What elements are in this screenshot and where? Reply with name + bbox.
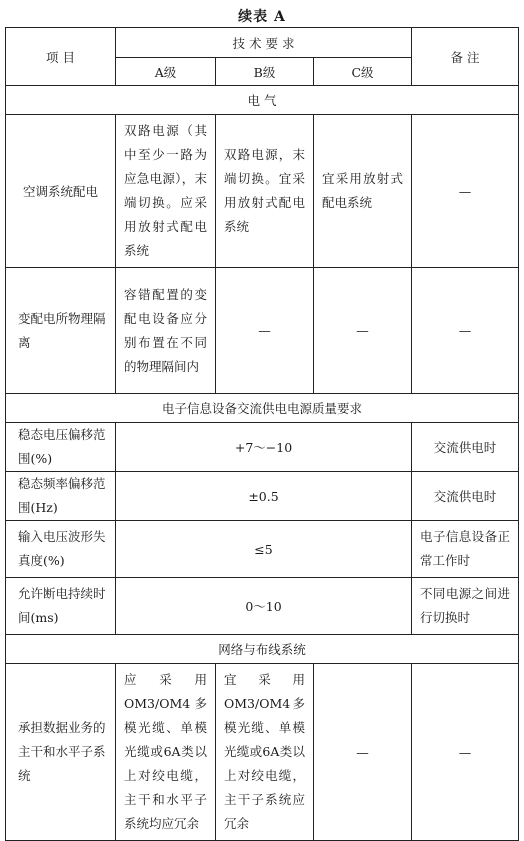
header-tech: 技 术 要 求	[116, 28, 412, 58]
row-grade-c: —	[314, 268, 412, 394]
section-power-quality: 电子信息设备交流供电电源质量要求	[6, 394, 519, 423]
row-value: +7～−10	[116, 423, 412, 472]
row-item: 变配电所物理隔离	[6, 268, 116, 394]
table-row	[6, 472, 519, 521]
row-remark: 电子信息设备正常工作时	[412, 521, 519, 578]
table-row	[6, 423, 519, 472]
row-grade-c: 宜采用放射式配电系统	[314, 115, 412, 268]
row-remark: 不同电源之间进行切换时	[412, 578, 519, 635]
header-grade-a: A级	[116, 58, 216, 86]
row-grade-a: 容错配置的变配电设备应分别布置在不同的物理隔间内	[116, 268, 216, 394]
row-grade-c: —	[314, 664, 412, 841]
row-item: 稳态频率偏移范围(Hz)	[6, 472, 116, 521]
row-grade-a: 双路电源（其中至少一路为应急电源），末端切换。应采用放射式配电系统	[116, 115, 216, 268]
row-item: 稳态电压偏移范围(%)	[6, 423, 116, 472]
header-grade-b: B级	[216, 58, 314, 86]
row-remark: 交流供电时	[412, 472, 519, 521]
row-item: 允许断电持续时间(ms)	[6, 578, 116, 635]
section-row	[6, 635, 519, 664]
row-remark: —	[412, 664, 519, 841]
row-value: ≤5	[116, 521, 412, 578]
row-grade-b: 双路电源，末端切换。宜采用放射式配电系统	[216, 115, 314, 268]
section-row	[6, 394, 519, 423]
table-row	[6, 268, 519, 394]
table-row	[6, 115, 519, 268]
table-row	[6, 664, 519, 841]
requirements-table	[5, 27, 519, 841]
section-network: 网络与布线系统	[6, 635, 519, 664]
row-remark: —	[412, 115, 519, 268]
row-value: ±0.5	[116, 472, 412, 521]
table-row	[6, 578, 519, 635]
row-item: 输入电压波形失真度(%)	[6, 521, 116, 578]
row-grade-b: 宜采用OM3/OM4多模光缆、单模光缆或6A类以上对绞电缆，主干子系统应冗余	[216, 664, 314, 841]
table-row	[6, 521, 519, 578]
row-item: 空调系统配电	[6, 115, 116, 268]
header-item: 项 目	[6, 28, 116, 86]
table-title: 续表 A	[238, 9, 286, 25]
header-grade-c: C级	[314, 58, 412, 86]
header-row	[6, 28, 519, 58]
row-grade-a: 应采用OM3/OM4多模光缆、单模光缆或6A类以上对绞电缆，主干和水平子系统均应冗余	[116, 664, 216, 841]
section-row	[6, 86, 519, 115]
row-grade-b: —	[216, 268, 314, 394]
section-electrical: 电 气	[6, 86, 519, 115]
row-value: 0～10	[116, 578, 412, 635]
header-remark: 备 注	[412, 28, 519, 86]
row-remark: 交流供电时	[412, 423, 519, 472]
row-item: 承担数据业务的主干和水平子系统	[6, 664, 116, 841]
row-remark: —	[412, 268, 519, 394]
